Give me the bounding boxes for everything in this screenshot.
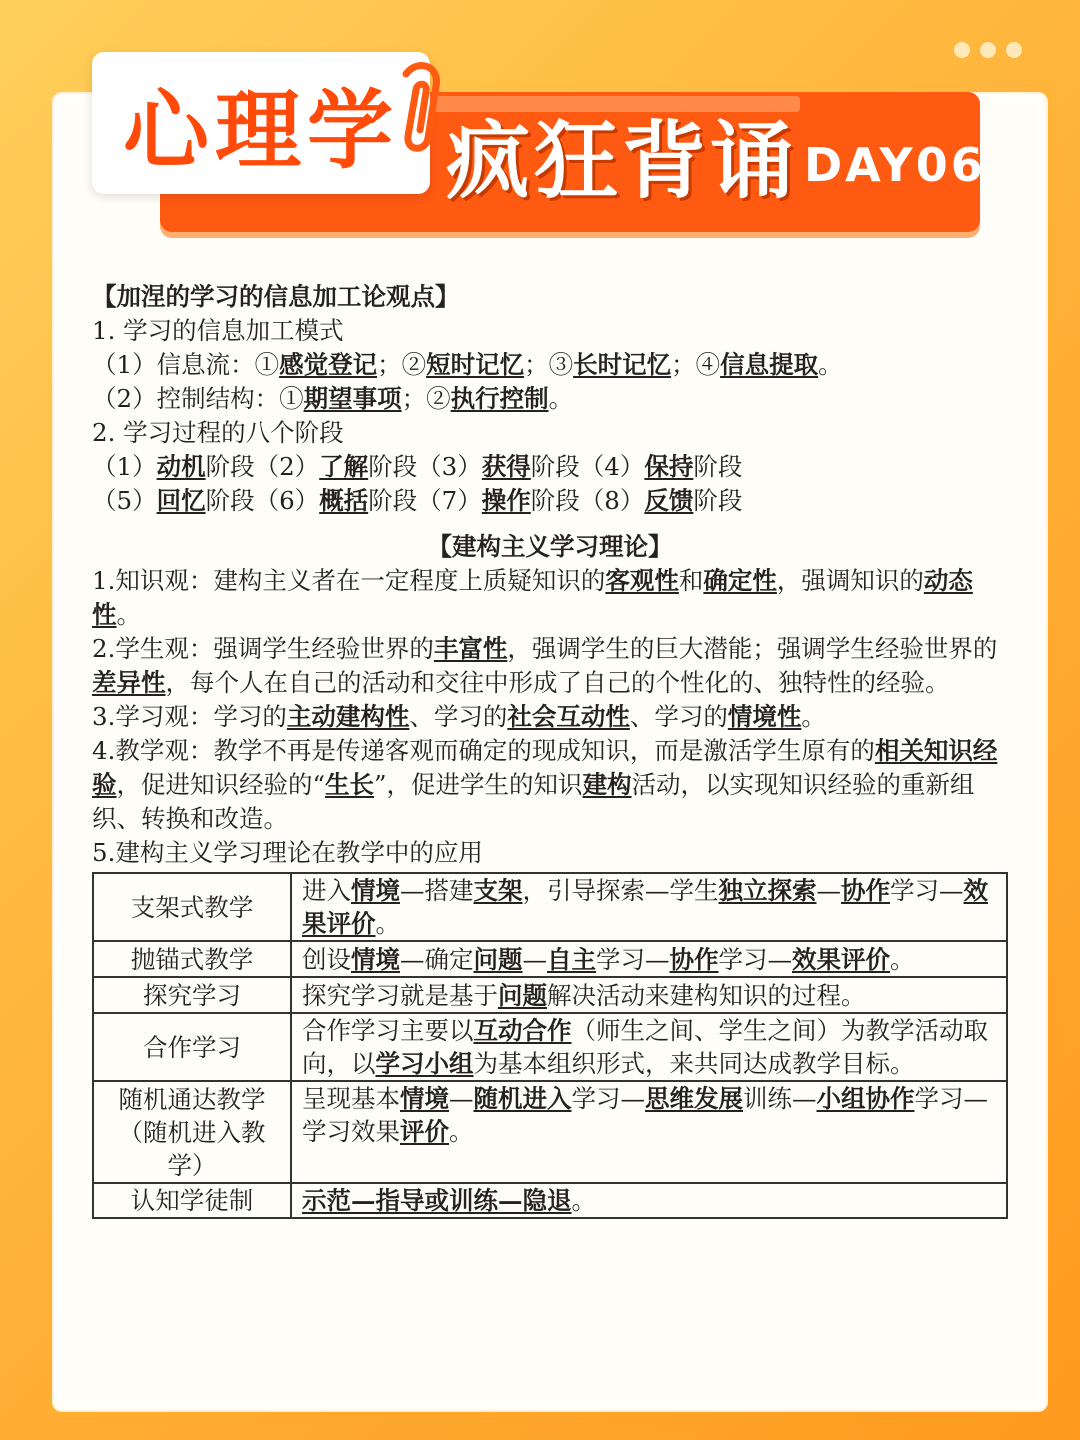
text-span: ；② [401,384,451,413]
key-term: 随机进入 [473,1084,572,1113]
text-span: 呈现基本 [302,1084,400,1113]
table-row [93,977,1007,1013]
table-row-label: 抛锚式教学 [93,941,291,977]
key-term: 建构 [582,770,632,799]
text-span: 活动，以实现知识经验的重新组织、转换和改造。 [92,770,975,833]
day-label: DAY06 [804,138,986,192]
key-term: 学习小组 [375,1049,474,1078]
text-span: ，促进知识经验的“ [116,770,326,799]
text-span: 。 [449,1117,474,1146]
table-row-label: 支架式教学 [93,873,291,941]
text-span: 学习— [718,944,792,974]
key-term: 保持 [644,452,694,481]
text-span: （5） [92,486,157,515]
key-term: 确定性 [703,566,777,595]
text-span: —确定 [400,944,474,974]
text-span: 创设 [302,944,351,974]
text-span: ，每个人在自己的活动和交往中形成了自己的个性化的、独特性的经验。 [165,668,950,697]
key-term: 动机 [156,452,206,481]
paragraph [92,632,1008,700]
key-term: 感觉登记 [279,350,378,379]
text-line [92,450,1008,484]
key-term: 信息提取 [720,350,819,379]
text-span: 。 [818,350,843,379]
text-span: 解决活动来建构知识的过程。 [547,980,866,1010]
key-term: 思维发展 [645,1084,743,1113]
text-span: ；④ [671,350,721,379]
text-span: ，引导探索—学生 [522,876,719,905]
text-span: 和 [678,566,704,595]
key-term: 情境 [400,1084,449,1113]
table-row [93,1081,1007,1183]
key-term: 客观性 [605,566,679,595]
text-span: 阶段 [693,486,743,515]
text-span: 阶段（7） [368,486,482,515]
text-span: 合作学习主要以 [302,1016,474,1045]
text-span: 为基本组织形式，来共同达成教学目标。 [473,1049,915,1078]
key-term: 情境 [351,876,400,905]
key-term: 自主 [547,944,596,974]
key-term: 问题 [498,980,547,1010]
text-span: 3.学习观：学习的 [92,702,287,731]
table-row-content [291,873,1007,941]
text-span: 。 [890,944,915,974]
table-row-content [291,1183,1007,1218]
key-term: 丰富性 [433,634,508,663]
paragraph [92,734,1008,836]
table-row-label: 探究学习 [93,977,291,1013]
table-row-content [291,941,1007,977]
text-span: 阶段（2） [205,452,320,481]
text-span: （师生之间、学生之间）为教学活动取向，以 [302,1016,988,1078]
text-span: 。 [548,384,574,413]
text-span: 阶段 [693,452,743,481]
text-span: 1.知识观：建构主义者在一定程度上质疑知识的 [92,566,606,595]
text-span: 阶段（4） [530,452,645,481]
key-term: 回忆 [156,486,206,515]
section-heading-constructivism: 【建构主义学习理论】 [427,532,673,561]
text-span: ；③ [524,350,574,379]
key-term: 评价 [400,1117,449,1146]
text-span: ；② [377,350,427,379]
text-span: — [522,944,547,974]
text-span: 2.学生观：强调学生经验世界的 [92,634,434,663]
key-term: 情境 [351,944,400,974]
text-span: 探究学习就是基于 [302,980,498,1010]
key-term: 获得 [481,452,531,481]
key-term: 示范—指导或训练—隐退 [302,1186,572,1215]
key-term: 概括 [319,486,369,515]
table-row-label: 随机通达教学（随机进入教学） [93,1081,291,1183]
key-term: 反馈 [644,486,694,515]
key-term: 长时记忆 [573,350,672,379]
text-line: 1. 学习的信息加工模式 [92,316,344,345]
text-span: 进入 [302,876,351,905]
text-span: 阶段（8） [530,486,645,515]
key-term: 期望事项 [303,384,402,413]
section-heading-gagne: 【加涅的学习的信息加工论观点】 [92,282,460,311]
text-span: 4.教学观：教学不再是传递客观而确定的现成知识，而是激活学生原有的 [92,736,875,765]
text-span: 。 [571,1186,596,1215]
text-span: （2）控制结构：① [92,384,304,413]
table-row [93,941,1007,977]
text-span: （1） [92,452,157,481]
application-table [92,872,1008,1219]
key-term: 动态性 [92,566,973,629]
key-term: 主动建构性 [286,702,410,731]
key-term: 社会互动性 [507,702,630,731]
paragraph [92,700,1008,734]
table-row [93,873,1007,941]
key-term: 独立探索 [718,876,817,905]
text-span: 学习— [571,1084,645,1113]
page-title: 心理学 [123,81,399,181]
text-span: 。 [116,600,141,629]
text-span: （1）信息流：① [92,350,280,379]
text-span: 。 [375,909,400,938]
key-term: 协作 [841,876,890,905]
text-line: 2. 学习过程的八个阶段 [92,418,344,447]
table-row-content [291,1013,1007,1081]
table-row-label: 认知学徒制 [93,1183,291,1218]
table-row [93,1183,1007,1218]
key-term: 协作 [669,944,719,974]
title-box [92,52,430,194]
key-term: 相关知识经验 [92,736,998,799]
text-span: 训练— [743,1084,817,1113]
key-term: 了解 [319,452,369,481]
key-term: 执行控制 [450,384,549,413]
text-span: 学习— [596,944,670,974]
text-span: ”，促进学生的知识 [374,770,583,799]
table-row-content [291,977,1007,1013]
subtitle: 疯狂背诵 [446,112,799,210]
text-span: 、学习的 [409,702,508,731]
text-span: 学习—学习效果 [302,1084,988,1146]
table-body [93,873,1007,1218]
key-term: 操作 [481,486,531,515]
key-term: 互动合作 [473,1016,572,1045]
text-span: ，强调知识的 [776,566,924,595]
text-span: — [449,1084,474,1113]
key-term: 支架 [473,876,523,905]
text-line [92,484,1008,518]
text-span: 学习— [890,876,964,905]
text-span: —搭建 [400,876,474,905]
table-row-content [291,1081,1007,1183]
key-term: 生长 [325,770,375,799]
key-term: 效果评价 [302,876,988,938]
key-term: 短时记忆 [426,350,525,379]
text-span: — [816,876,841,905]
text-span: 阶段（6） [205,486,320,515]
paragraph: 5.建构主义学习理论在教学中的应用 [92,838,483,867]
text-line [92,348,1008,382]
table-row [93,1013,1007,1081]
key-term: 情境性 [727,702,802,731]
key-term: 小组协作 [816,1084,915,1113]
text-span: 阶段（3） [368,452,482,481]
table-row-label: 合作学习 [93,1013,291,1081]
content [92,280,1008,1219]
decorative-dots [954,42,1022,58]
text-line [92,382,1008,416]
paragraph [92,564,1008,632]
key-term: 差异性 [92,668,166,697]
text-span: ，强调学生的巨大潜能；强调学生经验世界的 [507,634,998,663]
key-term: 问题 [473,944,523,974]
text-span: 、学习的 [629,702,728,731]
text-span: 。 [801,702,826,731]
key-term: 效果评价 [792,944,890,974]
